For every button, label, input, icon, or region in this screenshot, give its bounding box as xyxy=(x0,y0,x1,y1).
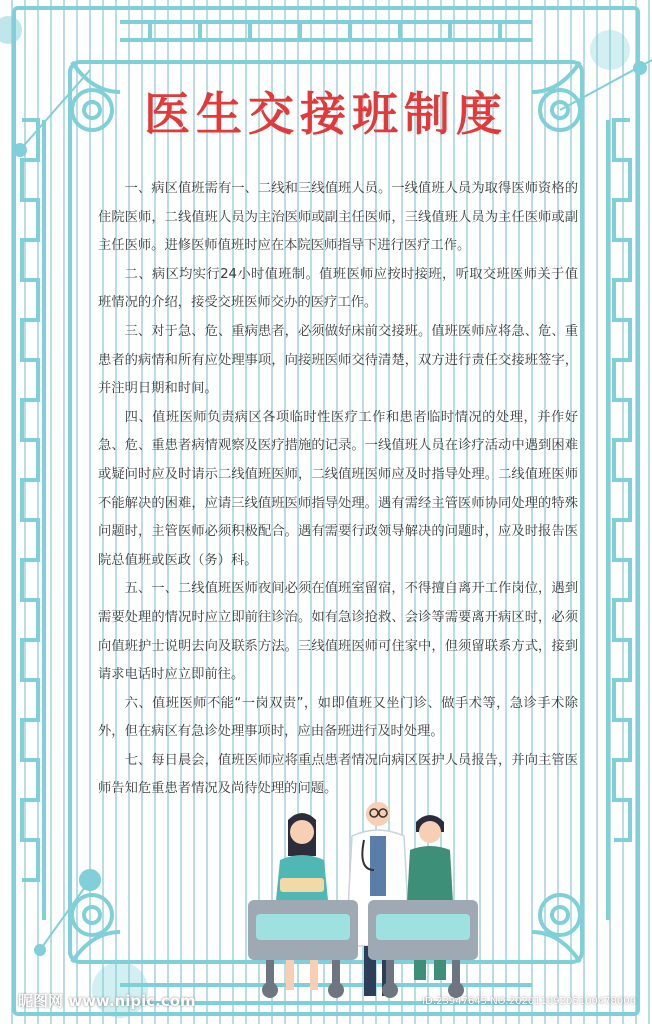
medical-staff-illustration xyxy=(240,800,490,1010)
rule-paragraph-2: 二、病区均实行24小时值班制。值班医师应按时接班，听取交班医师关于值班情况的介绍，接受交班医师交办的医疗工作。 xyxy=(98,266,578,311)
doctor-figure xyxy=(346,802,410,996)
rule-paragraph-3: 三、对于急、危、重病患者，必须做好床前交接班。值班医师应将急、危、重患者的病情和所有应处理事项，向接班医师交待清楚，双方进行责任交接班签字，并注明日期和时间。 xyxy=(98,323,578,397)
rule-paragraph-6: 六、值班医师不能“一岗双责”，如即值班又坐门诊、做手术等，急诊手术除外，但在病区有急诊处理事项时，应由备班进行及时处理。 xyxy=(98,695,578,740)
rule-paragraph-1: 一、病区值班需有一、二线和三线值班人员。一线值班人员为取得医师资格的住院医师，二线值班人员为主治医师或副主任医师，三线值班人员为主任医师或副主任医师。进修医师值班时应在本院医师指导下进行医疗工作。 xyxy=(98,181,578,254)
rule-paragraph-4: 四、值班医师负责病区各项临时性医疗工作和患者临时情况的处理，并作好急、危、重患者病情观察及医疗措施的记录。一线值班人员在诊疗活动中遇到困难或疑问时应及时请示二线值班医师，二线值班医师应及时指导处理。二线值班医师不能解决的困难，应请三线值班医师指导处理。遇有需经主管医师协同处理的特殊问题时，主管医师必须积极配合。遇有需要行政领导解决的问题时，应及时报告医院总值班或医政（务）科。 xyxy=(98,409,578,568)
rule-paragraph-7: 七、每日晨会，值班医师应将重点患者情况向病区医护人员报告，并向主管医师告知危重患者情况及尚待处理的问题。 xyxy=(98,752,578,797)
watermark-id: ID:23947643 NO:20201109205100478000 xyxy=(422,996,636,1007)
rule-paragraph-5: 五、一、二线值班医师夜间必须在值班室留宿，不得擅自离开工作岗位，遇到需要处理的情况时应立即前往诊治。如有急诊抢救、会诊等需要离开病区时，必须向值班护士说明去向及联系方法。三线值班医师可住家中，但须留联系方式，接到请求电话时应立即前往。 xyxy=(98,581,578,683)
watermark-site: 昵图网 www.nipic.com xyxy=(18,992,196,1010)
rules-body xyxy=(98,175,578,804)
page-title: 医生交接班制度 xyxy=(144,87,508,141)
